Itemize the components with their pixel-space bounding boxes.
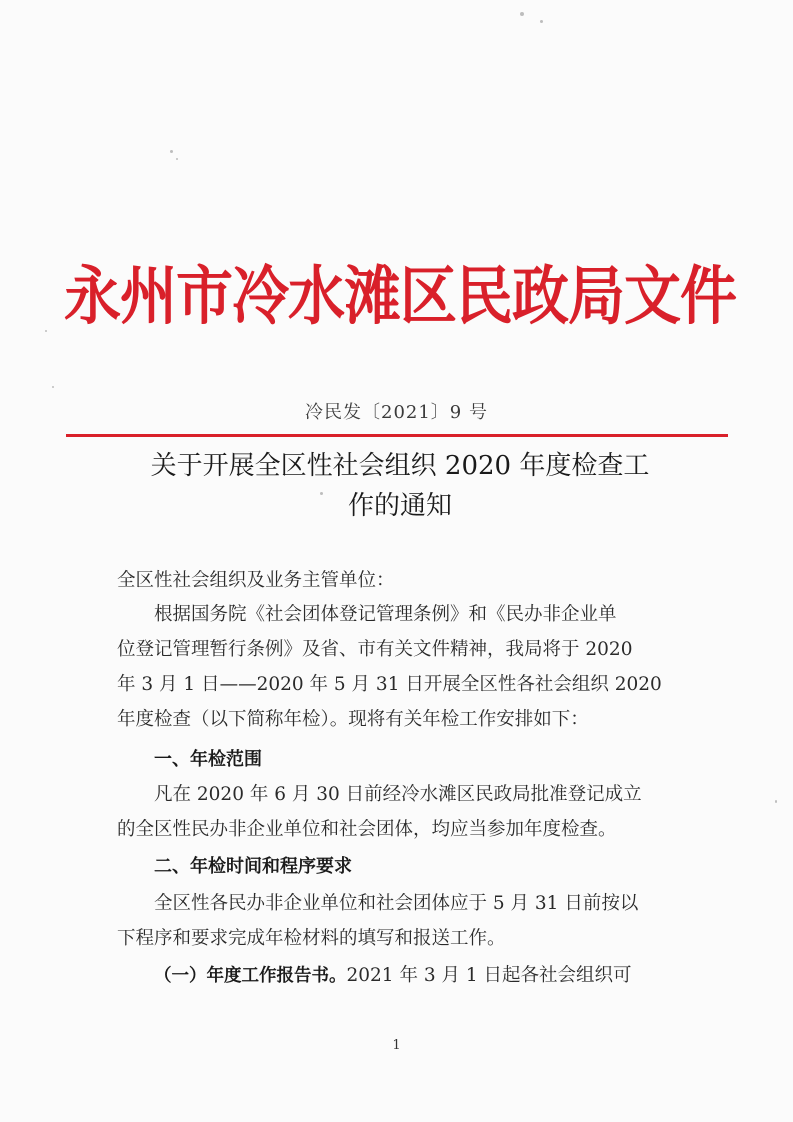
notice-title-line-2: 作的通知	[347, 491, 452, 521]
paragraph-line: 位登记管理暂行条例》及省、市有关文件精神，我局将于 2020	[117, 639, 633, 660]
section-heading-scope: 一、年检范围	[154, 749, 262, 770]
paragraph-line: 下程序和要求完成年检材料的填写和报送工作。	[117, 928, 506, 949]
scan-speck	[45, 330, 47, 332]
scan-speck	[775, 800, 777, 803]
scan-speck	[52, 386, 54, 388]
paragraph-line: 根据国务院《社会团体登记管理条例》和《民办非企业单	[154, 604, 617, 625]
scan-speck	[540, 20, 543, 23]
subsection-annual-report	[154, 958, 714, 994]
subsection-text: 2021 年 3 月 1 日起各社会组织可	[346, 965, 632, 986]
paragraph-line: 全区性各民办非企业单位和社会团体应于 5 月 31 日前按以	[154, 893, 639, 914]
paragraph-intro	[117, 597, 697, 737]
subsection-lead: （一）年度工作报告书。	[154, 966, 347, 986]
paragraph-scope	[117, 777, 697, 847]
scan-speck	[176, 158, 178, 160]
salutation: 全区性社会组织及业务主管单位：	[117, 570, 395, 591]
scan-speck	[520, 12, 524, 16]
issuer-header: 永州市冷水滩区民政局文件	[64, 259, 736, 334]
notice-title-line-1: 关于开展全区性社会组织 2020 年度检查工	[150, 451, 650, 481]
red-divider-line	[66, 434, 728, 437]
paragraph-line: 凡在 2020 年 6 月 30 日前经冷水滩区民政局批准登记成立	[154, 784, 642, 805]
document-number: 冷民发〔2021〕9 号	[305, 402, 488, 423]
paragraph-line: 年度检查（以下简称年检）。现将有关年检工作安排如下：	[117, 709, 589, 730]
section-heading-schedule: 二、年检时间和程序要求	[154, 856, 352, 877]
paragraph-schedule	[117, 886, 697, 956]
notice-title	[100, 446, 700, 526]
paragraph-line: 的全区性民办非企业单位和社会团体，均应当参加年度检查。	[117, 819, 617, 840]
page-number: 1	[392, 1038, 401, 1053]
scan-speck	[170, 150, 173, 153]
paragraph-line: 年 3 月 1 日——2020 年 5 月 31 日开展全区性各社会组织 2020	[117, 674, 662, 695]
